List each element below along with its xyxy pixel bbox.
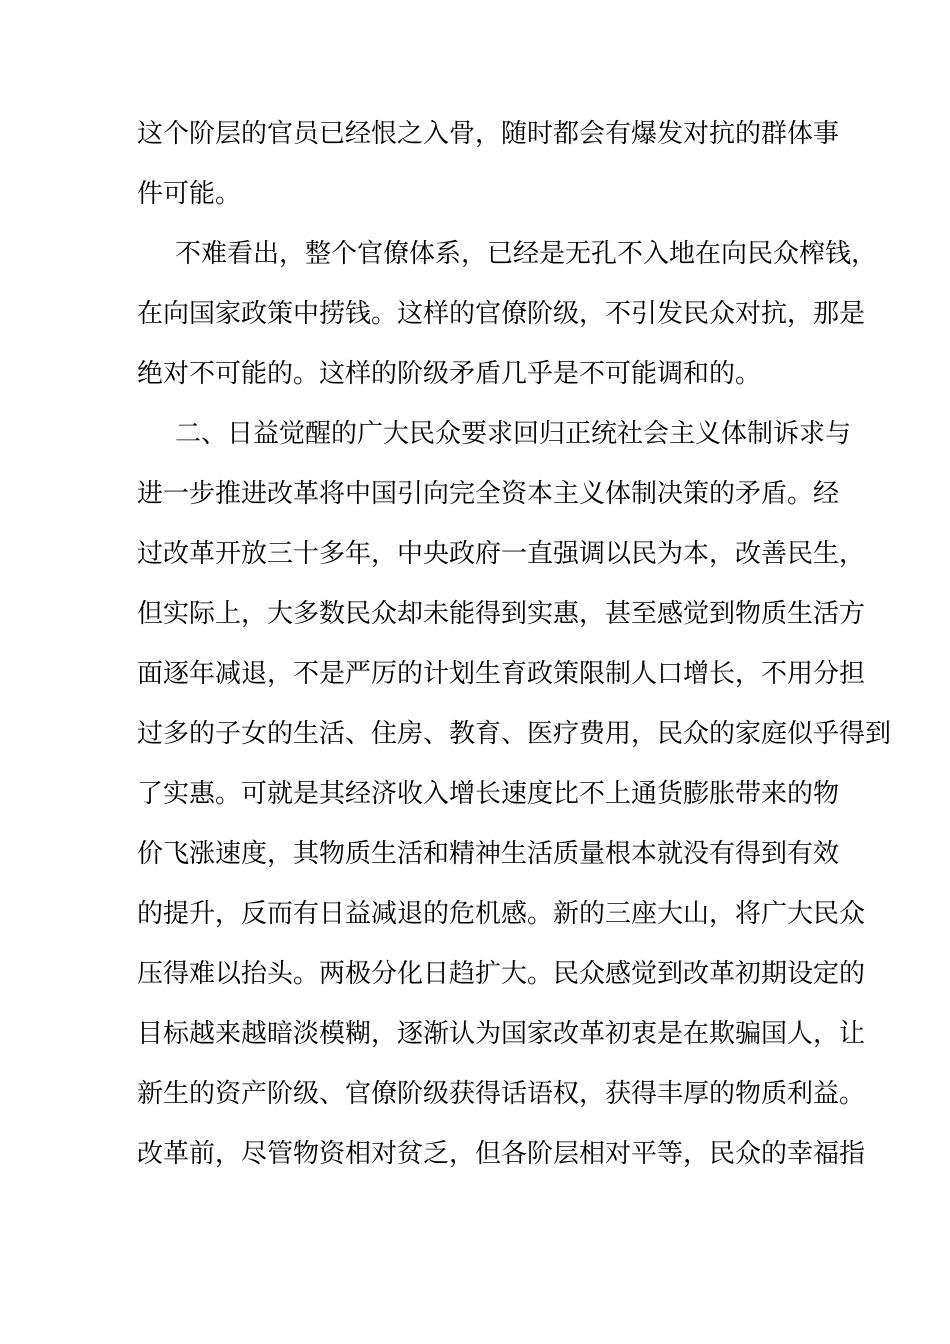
text-line: 的提升，反而有日益减退的危机感。新的三座大山，将广大民众 bbox=[137, 899, 866, 929]
text-line: 新生的资产阶级、官僚阶级获得话语权，获得丰厚的物质利益。 bbox=[137, 1079, 866, 1109]
text-line: 价飞涨速度，其物质生活和精神生活质量根本就没有得到有效 bbox=[137, 839, 840, 869]
paragraph-start-line: 不难看出，整个官僚体系，已经是无孔不入地在向民众榨钱， bbox=[175, 239, 878, 269]
text-line: 压得难以抬头。两极分化日趋扩大。民众感觉到改革初期设定的 bbox=[137, 959, 866, 989]
text-line: 绝对不可能的。这样的阶级矛盾几乎是不可能调和的。 bbox=[137, 359, 762, 389]
text-line: 目标越来越暗淡模糊，逐渐认为国家改革初衷是在欺骗国人，让 bbox=[137, 1019, 866, 1049]
text-line: 这个阶层的官员已经恨之入骨，随时都会有爆发对抗的群体事 bbox=[137, 119, 840, 149]
body-text bbox=[137, 104, 892, 1184]
text-line: 过多的子女的生活、住房、教育、医疗费用，民众的家庭似乎得到 bbox=[137, 719, 892, 749]
text-line: 改革前，尽管物资相对贫乏，但各阶层相对平等，民众的幸福指 bbox=[137, 1139, 866, 1169]
text-line: 面逐年减退，不是严厉的计划生育政策限制人口增长，不用分担 bbox=[137, 659, 866, 689]
text-line: 进一步推进改革将中国引向完全资本主义体制决策的矛盾。经 bbox=[137, 479, 840, 509]
text-line: 过改革开放三十多年，中央政府一直强调以民为本，改善民生， bbox=[137, 539, 866, 569]
text-line: 件可能。 bbox=[137, 179, 242, 209]
text-line: 在向国家政策中捞钱。这样的官僚阶级，不引发民众对抗，那是 bbox=[137, 299, 866, 329]
text-line: 了实惠。可就是其经济收入增长速度比不上通货膨胀带来的物 bbox=[137, 779, 840, 809]
paragraph-start-line: 二、日益觉醒的广大民众要求回归正统社会主义体制诉求与 bbox=[175, 419, 852, 449]
text-line: 但实际上，大多数民众却未能得到实惠，甚至感觉到物质生活方 bbox=[137, 599, 866, 629]
